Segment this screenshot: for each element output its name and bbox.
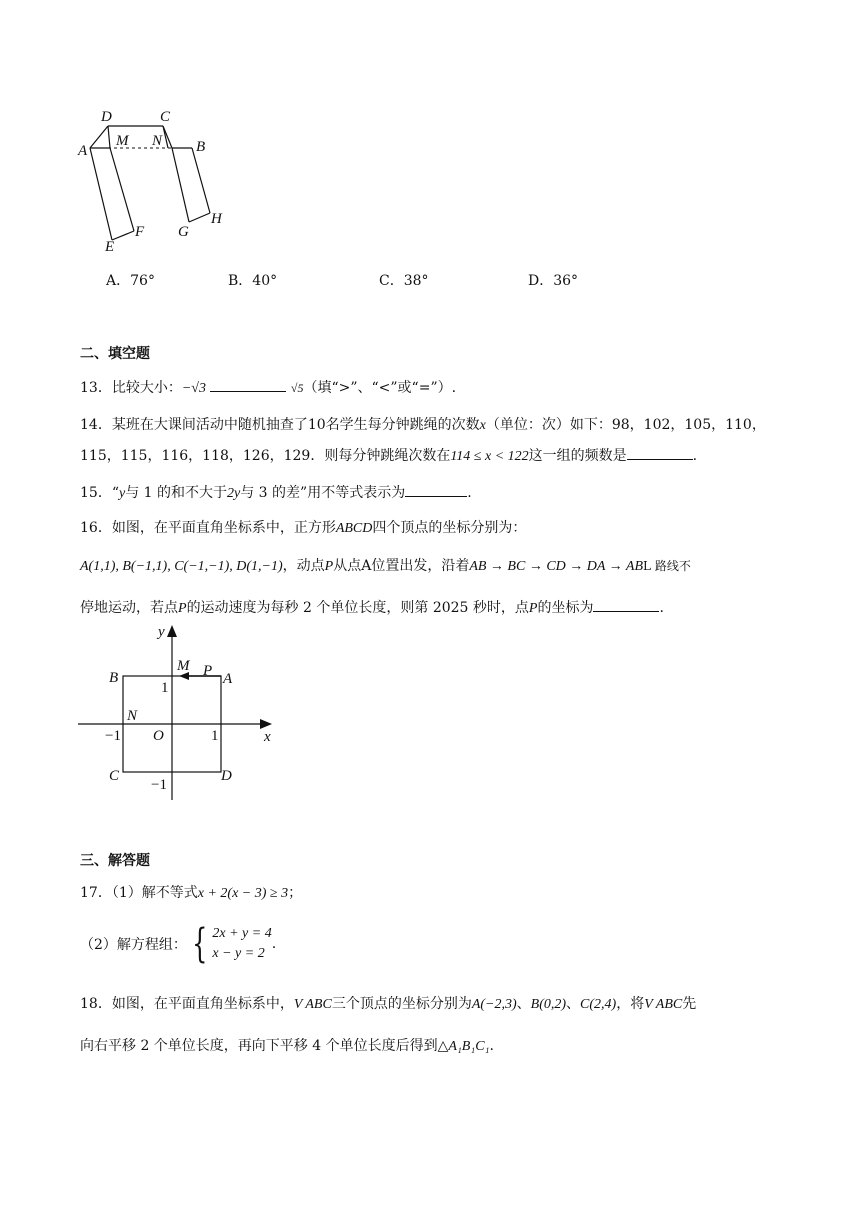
q17-part2: （2）解方程组： { 2x + y = 4 x − y = 2. [80,921,277,967]
q12-label-e: E [105,239,115,255]
q12-label-a: A [78,143,88,159]
q12-label-f: F [135,224,145,240]
q16-tick-neg1-y: −1 [151,777,167,793]
q15: 15．“y与 1 的和不大于2y与 3 的差”用不等式表示为 . [80,482,472,504]
q12-label-n: N [152,133,163,149]
q16-tick-1-y: 1 [161,680,169,696]
q12-label-c: C [160,109,171,125]
q17-eq1: 2x + y = 4 [212,926,272,941]
q17-eq2: x − y = 2 [212,946,265,961]
q12-label-d: D [101,109,112,125]
q16-line2: A(1,1), B(−1,1), C(−1,−1), D(1,−1)，动点P从点A位置出发，沿着AB → BC → CD → DA → ABL 路线不 [80,558,691,574]
q14-line2: 115，115，116，118，126，129．则每分钟跳绳次数在114 ≤ x < 122这一组的频数是 . [80,445,697,467]
q13-answer-blank[interactable] [210,377,286,392]
q16-tick-neg1-x: −1 [105,728,121,744]
q16-label-d: D [221,768,232,784]
q16-tick-1-x: 1 [211,728,219,744]
q12-option-a: A．76° [106,273,155,289]
q16-label-o: O [153,728,164,744]
q16-label-p: P [203,663,213,679]
q12-label-h: H [211,211,222,227]
brace-glyph: { [192,921,208,967]
q12-label-b: B [196,139,206,155]
q16-label-m: M [177,658,190,674]
q13: 13．比较大小：−√3 √5（填“>”、“<”或“=”）. [80,377,456,397]
q12-figure [72,105,242,255]
q12-label-g: G [178,224,189,240]
section-answer-title: 三、解答题 [80,853,150,869]
q16-figure [72,620,282,805]
q18-line1: 18．如图，在平面直角坐标系中，V ABC三个顶点的坐标分别为A(−2,3)、B(0,2)、C(2,4)，将V ABC先 [80,996,697,1012]
q16-line1: 16．如图，在平面直角坐标系中，正方形ABCD四个顶点的坐标分别为： [80,520,527,536]
q12-option-b: B．40° [228,273,278,289]
q16-label-y: y [158,624,165,640]
q14-answer-blank[interactable] [627,445,693,460]
q17-part1: 17．（1）解不等式x + 2(x − 3) ≥ 3； [80,885,303,901]
q12-label-m: M [116,133,129,149]
q16-label-n: N [127,708,138,724]
q12-option-d: D．36° [528,273,579,289]
q16-label-x: x [264,729,271,745]
q16-label-b: B [109,670,119,686]
q18-line2: 向右平移 2 个单位长度，再向下平移 4 个单位长度后得到△A₁B₁C₁. [80,1038,494,1054]
section-fill-in-title: 二、填空题 [80,346,150,362]
q16-label-c: C [109,768,120,784]
q12-option-c: C．38° [379,273,429,289]
q16-answer-blank[interactable] [593,597,659,612]
q14-line1: 14．某班在大课间活动中随机抽查了10名学生每分钟跳绳的次数x（单位：次）如下：98，102，105，110， [80,417,766,433]
q15-answer-blank[interactable] [405,482,467,497]
q16-label-a: A [223,671,233,687]
q16-line3: 停地运动，若点P的运动速度为每秒 2 个单位长度，则第 2025 秒时，点P的坐标为 . [80,597,664,619]
